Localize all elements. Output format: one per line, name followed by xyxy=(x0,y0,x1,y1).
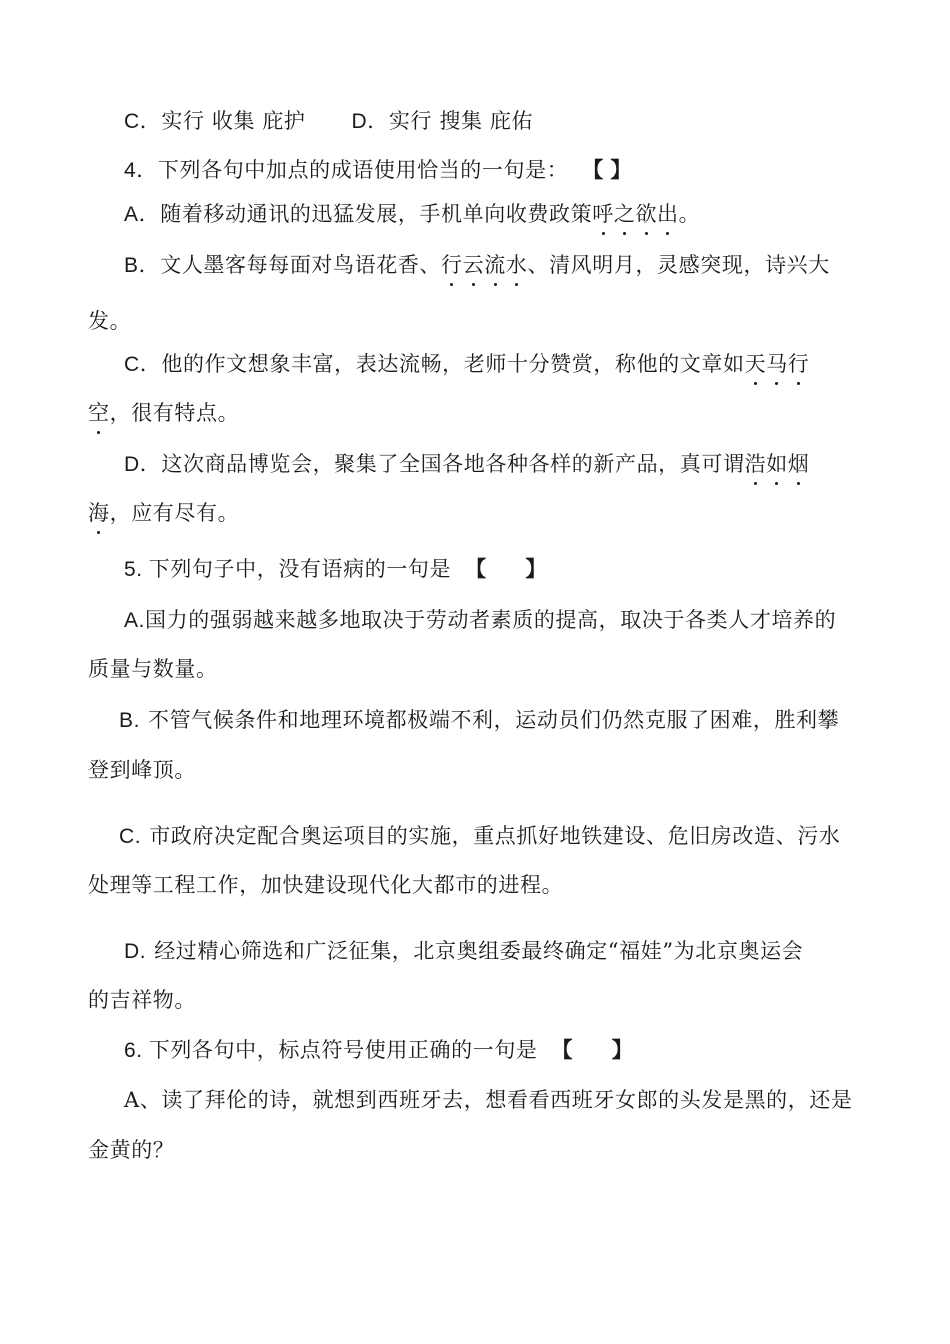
option-text: 发。 xyxy=(88,309,132,333)
option-d-text: 实行 搜集 庇佑 xyxy=(388,109,534,133)
option-text: 这次商品博览会，聚集了全国各地各种各样的新产品，真可谓 xyxy=(161,452,745,476)
question-text: 下列各句中，标点符号使用正确的一句是 xyxy=(148,1038,538,1062)
answer-bracket: 【 】 xyxy=(582,159,632,182)
option-label: A. xyxy=(124,609,146,632)
option-label: D. xyxy=(124,940,147,963)
dotted-char: 浩 xyxy=(744,452,767,476)
question-number: 6. xyxy=(124,1039,143,1062)
option-text: 质量与数量。 xyxy=(88,657,218,681)
dotted-char: 海 xyxy=(88,501,110,525)
option-text: 、清风明月，灵感突现，诗兴大 xyxy=(527,253,830,277)
dotted-char: 空 xyxy=(88,401,110,425)
dotted-char: 水 xyxy=(505,253,528,277)
option-text: ，应有尽有。 xyxy=(109,501,240,525)
dotted-char: 流 xyxy=(484,253,506,277)
dotted-char: 出 xyxy=(657,202,679,226)
dotted-char: 欲 xyxy=(635,202,658,226)
q5-option-d xyxy=(124,937,803,966)
q4-option-a xyxy=(124,200,700,229)
q4-option-c-continued xyxy=(88,399,239,427)
q5-option-b xyxy=(119,706,839,735)
question-text: 下列句子中，没有语病的一句是 xyxy=(148,557,452,581)
q4-option-c xyxy=(124,350,809,379)
question-number: 4． xyxy=(124,159,158,182)
option-d-label: D． xyxy=(351,110,389,133)
option-c-label: C． xyxy=(124,110,162,133)
option-text: 市政府决定配合奥运项目的实施，重点抓好地铁建设、危旧房改造、污水 xyxy=(149,824,841,848)
dotted-char: 如 xyxy=(766,452,788,476)
question-6-stem xyxy=(124,1036,633,1065)
q5-option-d-continued xyxy=(88,986,196,1014)
option-text: 读了拜伦的诗，就想到西班牙去，想看看西班牙女郎的头发是黑的，还是 xyxy=(161,1088,853,1112)
option-text: 金黄的？ xyxy=(88,1138,175,1162)
dotted-char: 烟 xyxy=(787,452,810,476)
option-text: 他的作文想象丰富，表达流畅，老师十分赞赏，称他的文章如 xyxy=(161,352,745,376)
option-label: B. xyxy=(119,709,141,732)
question-5-stem xyxy=(124,555,547,584)
option-label: C. xyxy=(119,825,142,848)
q5-option-a xyxy=(124,606,836,635)
option-text: 经过精心筛选和广泛征集，北京奥组委最终确定“福娃”为北京奥运会 xyxy=(154,939,804,963)
q5-option-c xyxy=(119,822,840,851)
answer-bracket: 【 】 xyxy=(465,558,547,581)
dotted-char: 行 xyxy=(441,253,463,277)
option-label: B． xyxy=(124,254,161,277)
dotted-char: 之 xyxy=(613,202,636,226)
q3-options-cd xyxy=(124,107,533,136)
q4-option-d-continued xyxy=(88,499,239,527)
option-label: D． xyxy=(124,453,162,476)
option-text: 不管气候条件和地理环境都极端不利，运动员们仍然克服了困难，胜利攀 xyxy=(148,708,840,732)
option-label: A、 xyxy=(124,1088,162,1112)
option-label: A． xyxy=(124,203,161,226)
dotted-char: 天 xyxy=(744,352,767,376)
option-text: 。 xyxy=(678,202,701,226)
option-c-text: 实行 收集 庇护 xyxy=(161,109,306,133)
option-text: 的吉祥物。 xyxy=(88,988,196,1012)
dotted-char: 呼 xyxy=(592,202,614,226)
option-text: 随着移动通讯的迅猛发展，手机单向收费政策 xyxy=(160,202,593,226)
q5-option-b-continued xyxy=(88,756,196,784)
question-4-stem xyxy=(124,156,632,185)
q4-option-b-continued xyxy=(88,307,131,335)
option-text: 国力的强弱越来越多地取决于劳动者素质的提高，取决于各类人才培养的 xyxy=(145,608,837,632)
q5-option-a-continued xyxy=(88,655,218,683)
option-text: 文人墨客每每面对鸟语花香、 xyxy=(160,253,442,277)
question-text: 下列各句中加点的成语使用恰当的一句是： xyxy=(157,158,569,182)
q4-option-b xyxy=(124,251,830,280)
answer-bracket: 【 】 xyxy=(551,1039,634,1062)
option-text: 登到峰顶。 xyxy=(88,758,196,782)
q4-option-d xyxy=(124,450,809,479)
q6-option-a-continued xyxy=(88,1136,174,1164)
option-text: 处理等工程工作，加快建设现代化大都市的进程。 xyxy=(88,873,564,897)
question-number: 5. xyxy=(124,558,143,581)
option-text: ，很有特点。 xyxy=(109,401,240,425)
dotted-char: 云 xyxy=(462,253,485,277)
dotted-char: 马 xyxy=(766,352,788,376)
dotted-char: 行 xyxy=(787,352,810,376)
option-label: C． xyxy=(124,353,162,376)
q6-option-a xyxy=(124,1086,853,1114)
q5-option-c-continued xyxy=(88,871,563,899)
